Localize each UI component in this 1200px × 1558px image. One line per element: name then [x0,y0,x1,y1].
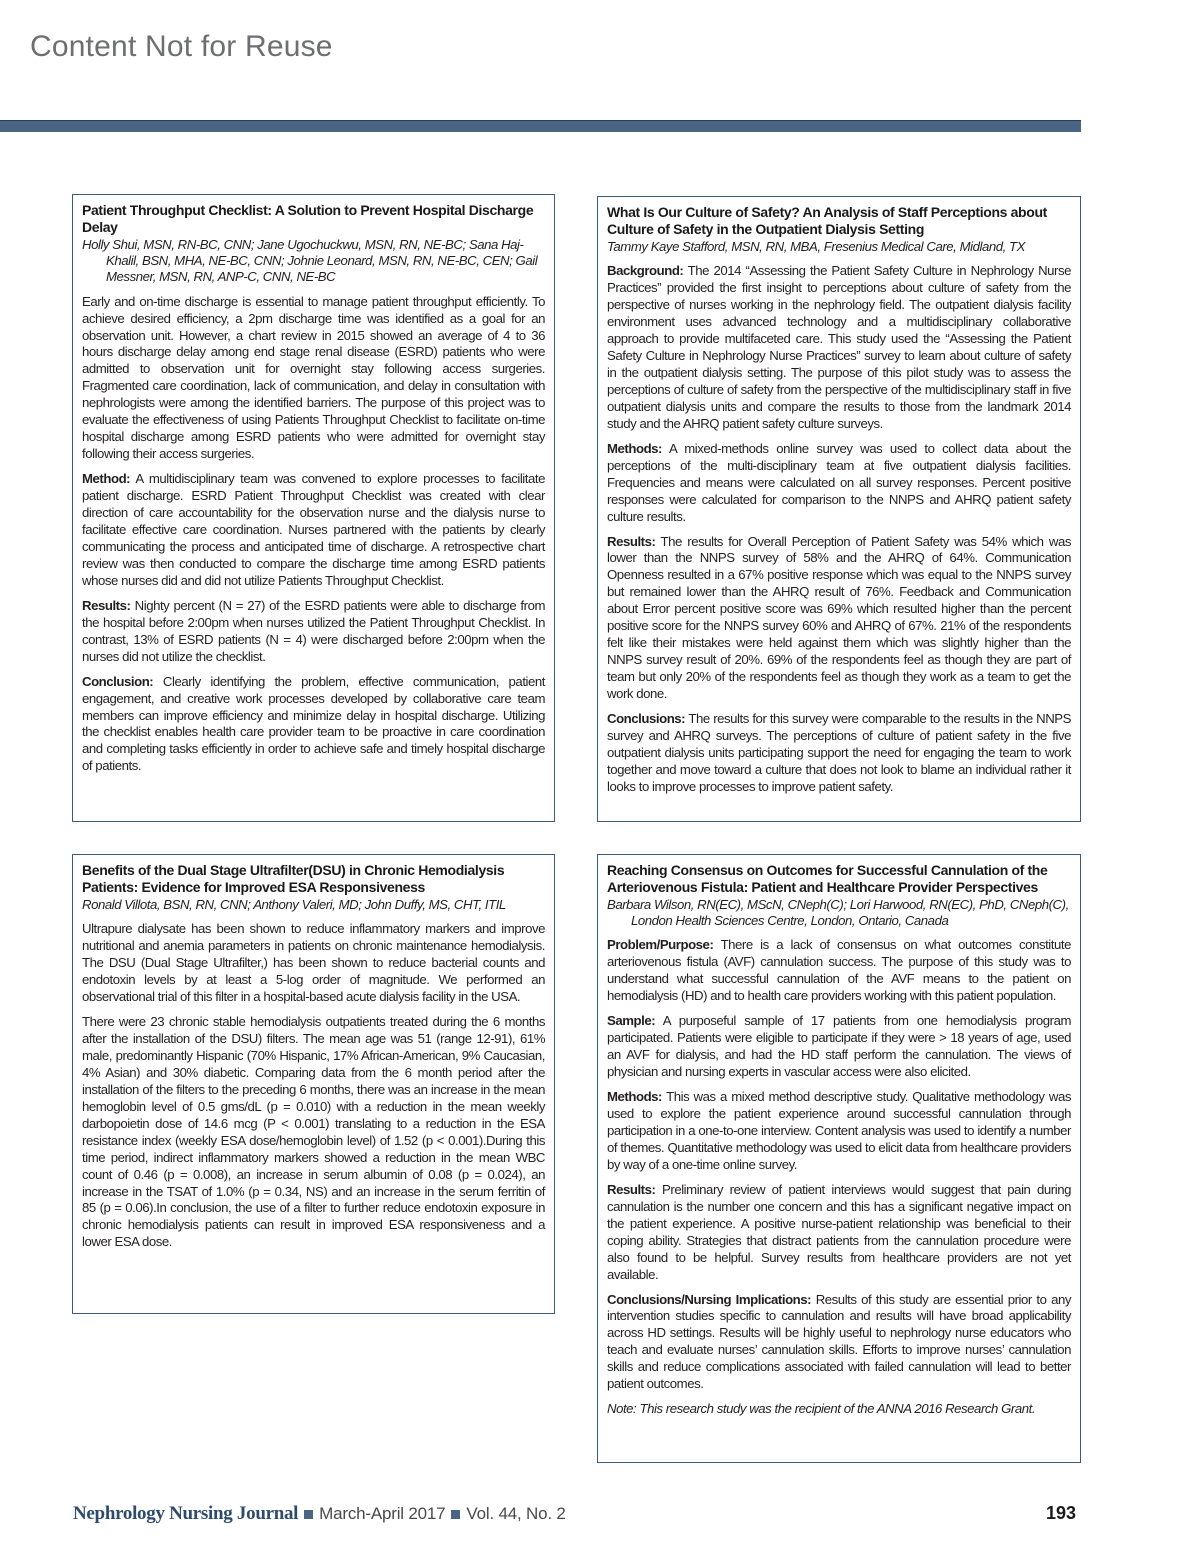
abstract-box [597,854,1081,1463]
abstract-paragraph: Conclusions/Nursing Implications: Results of this study are essential prior to any intervention studies specific to cannulation and results will have broad applicability across HD settings. Results will be highly useful to nephrology nurse educators who teach and evaluate nurses’ cannulation skills. Efforts to improve nurses’ cannulation skills and reduce complications associated with failed cannulation will lead to better patient outcomes. [607,1291,1072,1392]
abstract-title: Reaching Consensus on Outcomes for Successful Cannulation of the Arteriovenous Fistula: Patient and Healthcare Provider Perspectives [607,862,1048,895]
section-label: Results: [607,533,656,549]
abstract-paragraph: Problem/Purpose: There is a lack of consensus on what outcomes constitute arteriovenous fistula (AVF) cannulation success. The purpose of this study was to understand what successful cannulation of the AVF means to the patient on hemodialysis (HD) and to health care providers working with this patient population. [607,937,1071,1004]
abstract-paragraph: Early and on-time discharge is essential to manage patient throughput efficiently. To achieve desired efficiency, a 2pm discharge time was identified as a goal for an observation unit. However, a chart review in 2015 showed an average of 4 to 36 hours discharge delay among end stage renal disease (ESRD) patients who were admitted to observation unit for overnight stay following access surgeries. Fragmented care coordination, lack of communication, and delay in consultation with nephrologists were among the identified barriers. The purpose of this project was to evaluate the effectiveness of using Patients Throughput Checklist to facilitate on-time hospital discharge among ESRD patients who were admitted for overnight stay following their access surgeries. [82,293,545,462]
page-footer [73,1503,566,1525]
abstract-paragraph: Methods: A mixed-methods online survey was used to collect data about the perceptions of the multi-disciplinary team at five outpatient dialysis facilities. Frequencies and means were calculated on all survey responses. Percent positive responses were calculated for comparison to the NNPS and AHRQ patient safety culture results. [607,440,1071,524]
abstract-authors: Barbara Wilson, RN(EC), MScN, CNeph(C); Lori Harwood, RN(EC), PhD, CNeph(C), London Health Sciences Centre, London, Ontario, Canada [607,897,1069,929]
abstract-box [597,196,1081,822]
volume-info: Vol. 44, No. 2 [466,1504,566,1523]
abstract-authors: Ronald Villota, BSN, RN, CNN; Anthony Valeri, MD; John Duffy, MS, CHT, ITIL [82,897,506,912]
section-label: Results: [82,597,131,613]
abstract-paragraph: There were 23 chronic stable hemodialysis outpatients treated during the 6 months after the installation of the DSU) filters. The mean age was 51 (range 12-91), 61% male, predominantly Hispanic (70% Hispanic, 17% African-American, 9% Caucasian, 4% Asian) and 30% diabetic. Comparing data from the 6 month period after the installation of the filters to the preceding 6 months, there was an increase in the mean hemoglobin level of 0.5 gms/dL (p = 0.010) with a reduction in the mean weekly darbopoietin dose of 14.6 mcg (P < 0.001) translating to a reduction in the ESA resistance index (weekly ESA dose/hemoglobin level) of 1.52 (p < 0.001).During this time period, indirect inflammatory markers showed a reduction in the mean WBC count of 0.46 (p = 0.008), an increase in serum albumin of 0.08 (p = 0.024), an increase in the TSAT of 1.0% (p = 0.34, NS) and an increase in the serum ferritin of 85 (p = 0.06).In conclusion, the use of a filter to further reduce endotoxin exposure in chronic hemodialysis patients can result in improved ESA responsiveness and a lower ESA dose. [82,1013,545,1250]
section-label: Conclusion: [82,673,154,689]
abstract-title: Benefits of the Dual Stage Ultrafilter(DSU) in Chronic Hemodialysis Patients: Evidence for Improved ESA Responsiveness [82,862,505,895]
abstract-paragraph: Results: Preliminary review of patient interviews would suggest that pain during cannulation is the number one concern and this has a significant negative impact on the patient experience. A positive nurse-patient relationship was beneficial to their coping ability. Strategies that distract patients from the cannulation procedure were also found to be helpful. Survey results from healthcare providers are not yet available. [607,1181,1071,1282]
abstract-paragraph: Method: A multidisciplinary team was convened to explore processes to facilitate patient discharge. ESRD Patient Throughput Checklist was created with clear direction of care accountability for the observation nurse and the dialysis nurse to facilitate effective care coordination. Nurses partnered with the patients by clearly communicating the process and anticipated time of discharge. A retrospective chart review was then conducted to compare the discharge time among ESRD patients whose nurses did and did not utilize Patients Throughput Checklist. [82,471,545,588]
section-label: Method: [82,471,131,487]
section-label: Conclusions: [607,711,686,727]
page-number: 193 [1046,1503,1077,1523]
abstract-paragraph: Ultrapure dialysate has been shown to reduce inflammatory markers and improve nutritional and anemia parameters in patients on chronic maintenance hemodialysis. The DSU (Dual Stage Ultrafilter,) has been shown to reduce bacterial counts and endotoxin levels by at least a 5-log order of magnitude. We performed an observational trial of this filter in a hospital-based acute dialysis facility in the USA. [82,921,545,1005]
section-label: Methods: [607,440,663,456]
abstract-paragraph: Background: The 2014 “Assessing the Patient Safety Culture in Nephrology Nurse Practices” provided the first insight to perceptions about culture of safety from the perspective of nurses working in the nephrology field. The outpatient dialysis facility environment uses advanced technology and a multidisciplinary collaborative approach to provide multifaceted care. This study used the “Assessing the Patient Safety Culture in Nephrology Nurse Practices” survey to learn about culture of safety in the outpatient dialysis setting. The purpose of this pilot study was to assess the perceptions of culture of safety from the perspective of the multidisciplinary staff in five outpatient dialysis units and compare the results to those from the landmark 2014 study and the AHRQ patient safety culture surveys. [607,263,1071,431]
abstract-box [72,194,555,822]
header-rule [0,120,1081,132]
abstract-paragraph: Methods: This was a mixed method descriptive study. Qualitative methodology was used to explore the patient experience around successful cannulation through participation in a one-to-one interview. Content analysis was used to identify a number of themes. Quantitative methodology was used to elicit data from healthcare providers by way of a one-time online survey. [607,1089,1071,1172]
section-label: Background: [607,263,684,279]
issue-date: March-April 2017 [319,1504,446,1523]
abstract-box [72,854,555,1314]
separator-square [304,1510,313,1519]
section-label: Conclusions/Nursing Implications: [607,1291,812,1307]
abstract-title: Patient Throughput Checklist: A Solution to Prevent Hospital Discharge Delay [82,202,534,235]
section-label: Methods: [607,1089,663,1105]
abstract-title: What Is Our Culture of Safety? An Analysis of Staff Perceptions about Culture of Safety in the Outpatient Dialysis Setting [607,204,1047,237]
abstract-paragraph: Conclusions: The results for this survey were comparable to the results in the NNPS survey and AHRQ surveys. The perceptions of culture of patient safety in the five outpatient dialysis units participating support the need for engaging the team to work together and move toward a culture that does not look to blame an individual rather it looks to improve processes to improve patient safety. [607,711,1071,794]
abstract-paragraph: Sample: A purposeful sample of 17 patients from one hemodialysis program participated. Patients were eligible to participate if they were > 18 years of age, used an AVF for dialysis, and had the HD staff perform the cannulation. The views of physician and nursing experts in vascular access were also elicited. [607,1013,1071,1080]
abstract-note: Note: This research study was the recipient of the ANNA 2016 Research Grant. [607,1401,1036,1417]
abstract-paragraph: Results: Nighty percent (N = 27) of the ESRD patients were able to discharge from the hospital before 2:00pm when nurses utilized the Patient Throughput Checklist. In contrast, 13% of ESRD patients (N = 4) were discharged before 2:00pm when the nurses did not utilize the checklist. [82,597,545,664]
section-label: Sample: [607,1013,656,1029]
separator-square [451,1510,460,1519]
section-label: Results: [607,1181,656,1197]
watermark: Content Not for Reuse [30,30,333,63]
abstract-authors: Holly Shui, MSN, RN-BC, CNN; Jane Ugochuckwu, MSN, RN, NE-BC; Sana Haj-Khalil, BSN, MHA, NE-BC, CNN; Johnie Leonard, MSN, RN, NE-BC, CEN; Gail Messner, MSN, RN, ANP-C, CNN, NE-BC [82,237,538,285]
section-label: Problem/Purpose: [607,937,714,953]
journal-name: Nephrology Nursing Journal [73,1503,299,1524]
abstract-authors: Tammy Kaye Stafford, MSN, RN, MBA, Fresenius Medical Care, Midland, TX [607,239,1025,254]
abstract-paragraph: Results: The results for Overall Perception of Patient Safety was 54% which was lower than the NNPS survey of 58% and the AHRQ of 64%. Communication Openness resulted in a 67% positive response which was equal to the NNPS survey but remained lower than the AHRQ result of 76%. Feedback and Communication about Error percent positive score was 69% which resulted higher than the percent positive score for the NNPS survey 60% and AHRQ of 67%. 21% of the respondents felt like their mistakes were held against them which was slightly higher than the NNPS survey result of 20%. 69% of the respondents feel as though they are part of team but only 20% of the respondents feel as though they work as a team to get the work done. [607,533,1071,702]
abstract-paragraph: Conclusion: Clearly identifying the problem, effective communication, patient engagement, and creative work processes developed by collaborative care team members can improve efficiency and minimize delay in hospital discharge. Utilizing the checklist enables health care provider team to be proactive in care coordination and completing tasks efficiently in order to achieve safe and timely hospital discharge of patients. [82,673,545,774]
